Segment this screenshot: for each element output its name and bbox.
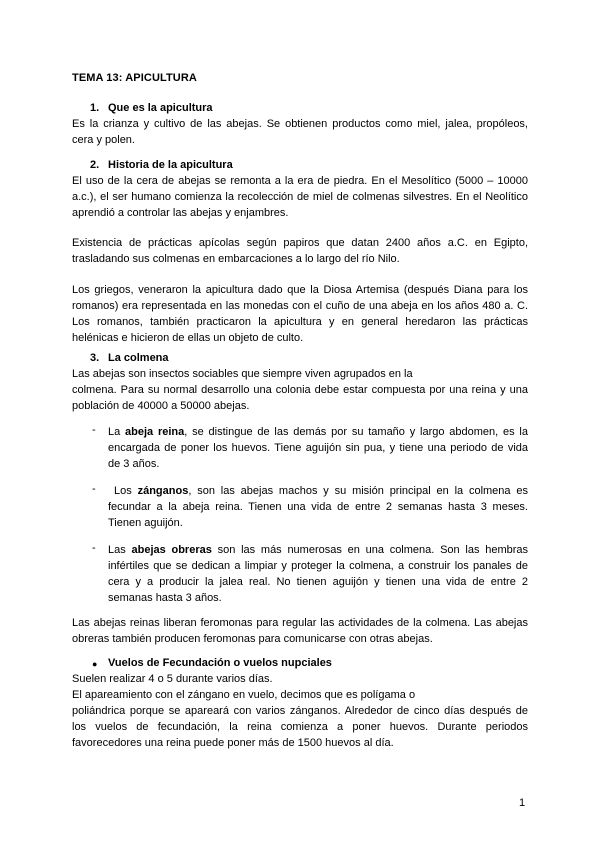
document-title: TEMA 13: APICULTURA (72, 72, 197, 84)
list-item-obreras (108, 542, 528, 558)
paragraph-line: Es la crianza y cultivo de las abejas. Se obtienen productos como miel, jalea, propóleos, (72, 118, 528, 130)
section-number: 3. (90, 352, 100, 364)
list-item-zanganos (114, 483, 528, 499)
paragraph-line: Suelen realizar 4 o 5 durante varios días. (72, 673, 273, 685)
text-run: , se distingue de las demás por su tamaño y largo abdomen, es la (184, 426, 528, 438)
section-number: 1. (90, 102, 100, 114)
list-item-line: encargada de poner los huevos. Tiene aguijón sin pua, y tiene una periodo de vida (108, 442, 528, 454)
paragraph-line: Las abejas reinas liberan feromonas para regular las actividades de la colmena. Las abejas (72, 617, 528, 629)
paragraph-line: colmena. Para su normal desarrollo una colonia debe estar compuesta por una reina y una (72, 384, 528, 396)
list-item-line: infértiles que se dedican a limpiar y proteger la colmena, a construir los panales de (108, 560, 528, 572)
bullet-icon: ● (92, 659, 98, 669)
list-item-line: cera y a producir la jalea real. No tienen aguijón y tienen una vida de entre 2 (108, 576, 528, 588)
paragraph-line: población de 40000 a 50000 abejas. (72, 400, 250, 412)
paragraph-line: cera y polen. (72, 134, 135, 146)
paragraph-line: Existencia de prácticas apícolas según papiros que datan 2400 años a.C. en Egipto, (72, 237, 528, 249)
paragraph-line: a.c.), el ser humano comienza la recolección de miel de colmenas silvestres. En el Neolítico (72, 191, 528, 203)
paragraph-line: Los griegos, veneraron la apicultura dado que la Diosa Artemisa (después Diana para los (72, 284, 528, 296)
section-heading-4: Vuelos de Fecundación o vuelos nupciales (108, 657, 332, 669)
paragraph-line: poliándrica porque se apareará con varios zánganos. Alrededor de cinco días después de (72, 705, 528, 717)
list-item-line: Tienen aguijón. (108, 517, 183, 529)
paragraph-line: aprendió a controlar las abejas y enjambres. (72, 207, 289, 219)
text-run: son las más numerosas en una colmena. Son las hembras (211, 544, 529, 556)
list-dash: - (92, 424, 96, 436)
bold-term: abejas obreras (131, 544, 212, 556)
list-dash: - (92, 542, 96, 554)
section-title: Que es la apicultura (108, 102, 213, 114)
section-heading-2 (90, 159, 233, 171)
paragraph-line: favorecedores una reina puede poner más de 1500 huevos al día. (72, 737, 394, 749)
section-heading-3 (90, 352, 169, 364)
section-number: 2. (90, 159, 100, 171)
bold-term: zánganos (137, 485, 189, 497)
paragraph-line: helénicas e hicieron de ellas un objeto de culto. (72, 332, 304, 344)
list-item-reina (108, 424, 528, 440)
paragraph-line: trasladando sus colmenas en embarcaciones a lo largo del río Nilo. (72, 253, 400, 265)
paragraph-line: Los romanos, también practicaron la apicultura y en general heredaron las prácticas (72, 316, 528, 328)
text-run: , son las abejas machos y su misión principal en la colmena es (188, 485, 528, 497)
list-item-line: fecundar a la abeja reina. Tienen una vida de entre 2 semanas hasta 3 meses. (108, 501, 528, 513)
page-number: 1 (519, 797, 526, 809)
section-heading-1 (90, 102, 213, 114)
text-run: La (108, 426, 126, 438)
list-item-line: semanas hasta 3 años. (108, 592, 222, 604)
section-title: Historia de la apicultura (108, 159, 233, 171)
list-item-line: de 3 años. (108, 458, 160, 470)
text-run: Los (114, 485, 138, 497)
paragraph-line: Las abejas son insectos sociables que siempre viven agrupados en la (72, 368, 413, 380)
paragraph-line: los vuelos de fecundación, la reina comienza a poner huevos. Durante periodos (72, 721, 528, 733)
paragraph-line: El uso de la cera de abejas se remonta a la era de piedra. En el Mesolítico (5000 – 10000 (72, 175, 528, 187)
section-title: La colmena (108, 352, 169, 364)
paragraph-line: romanos) era representada en las monedas con el cuño de una abeja en los años 480 a. C. (72, 300, 528, 312)
bold-term: abeja reina (125, 426, 185, 438)
list-dash: - (92, 483, 96, 495)
text-run: Las (108, 544, 132, 556)
paragraph-line: El apareamiento con el zángano en vuelo, decimos que es polígama o (72, 689, 416, 701)
paragraph-line: obreras también producen feromonas para comunicarse con otras abejas. (72, 633, 433, 645)
